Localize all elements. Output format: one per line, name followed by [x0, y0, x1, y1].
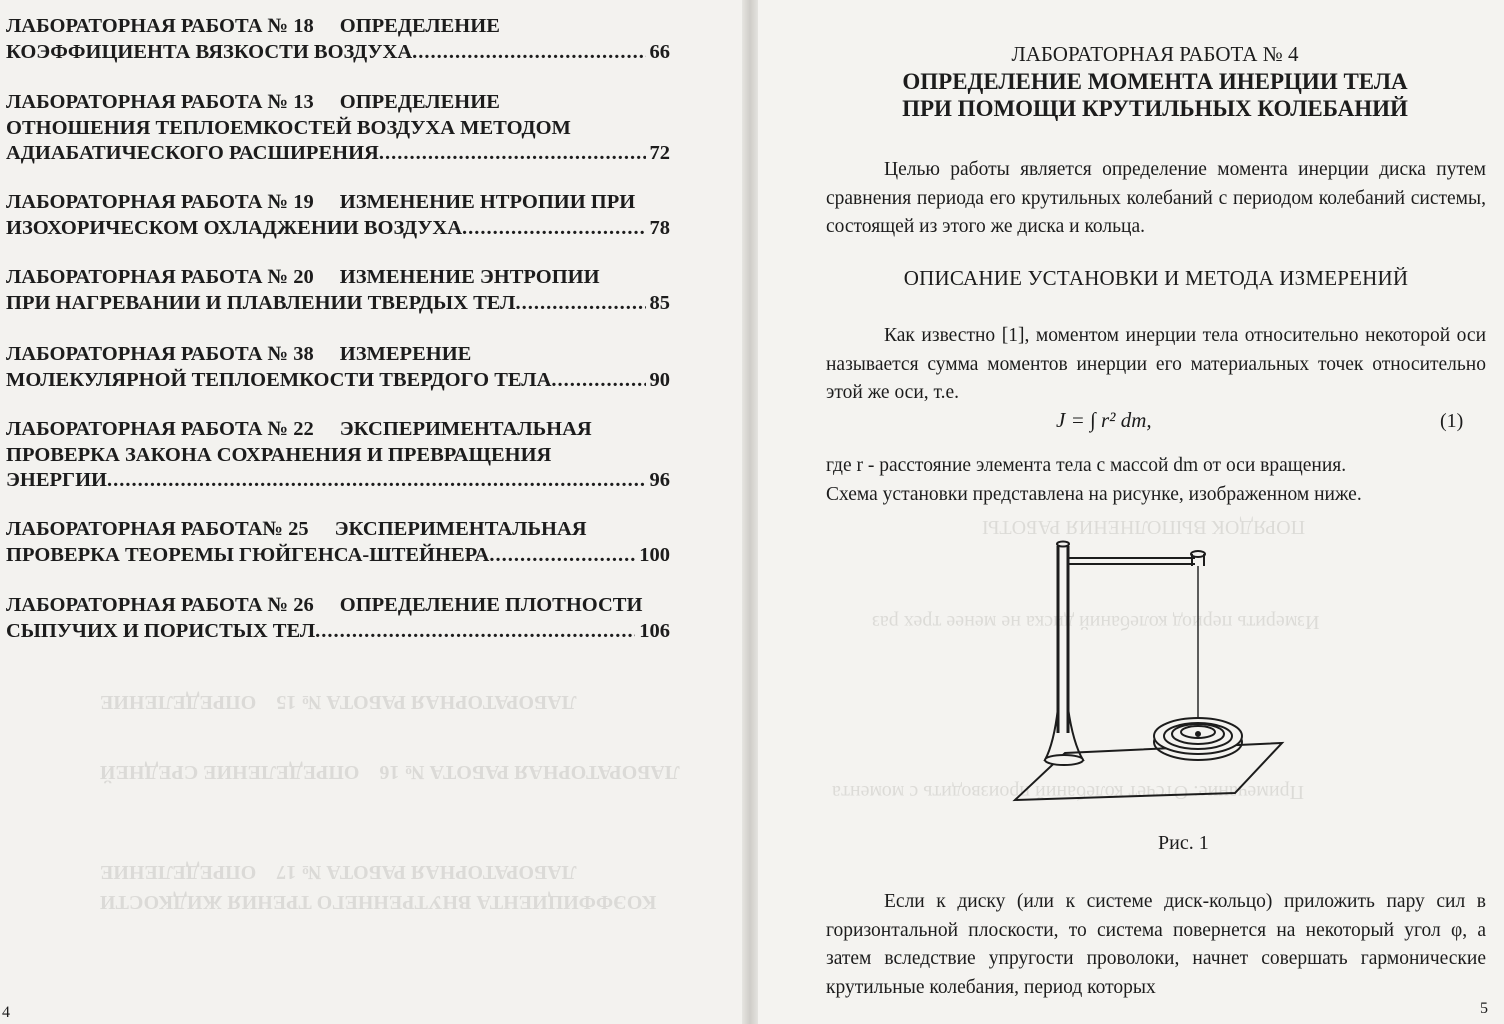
- apparatus-figure: [1010, 528, 1300, 818]
- toc-page-number: 78: [649, 216, 670, 239]
- after-formula-text: где r - расстояние элемента тела с массой dm от оси вращения. Схема установки представлена на рисунке, изображенном ниже.: [826, 455, 1362, 505]
- right-page: [752, 0, 1504, 1024]
- bleed-through-text: ЛАБОРАТОРНАЯ РАБОТА № 17 ОПРЕДЕЛЕНИЕ: [100, 861, 577, 883]
- figure-caption: Рис. 1: [1158, 832, 1209, 854]
- toc-page-number: 96: [649, 469, 670, 491]
- toc-entry[interactable]: ЛАБОРАТОРНАЯ РАБОТА№ 25 ЭКСПЕРИМЕНТАЛЬНАЯ ПРОВЕРКА ТЕОРЕМЫ ГЮЙГЕНСА-ШТЕЙНЕРА ..... 100: [6, 517, 670, 568]
- intro-paragraph: Целью работы является определение момента инерции диска путем сравнения периода его крутильных колебаний с периодом колебаний системы, состоящей из этого же диска и кольца.: [826, 159, 1486, 237]
- toc-page-number: 66: [649, 40, 670, 63]
- bleed-through-text: КОЭФФИЦИЕНТА ВНУТРЕННЕГО ТРЕНИЯ ЖИДКОСТИ: [100, 891, 657, 913]
- toc-entry[interactable]: ЛАБОРАТОРНАЯ РАБОТА № 13 ОПРЕДЕЛЕНИЕ ОТНОШЕНИЯ ТЕПЛОЕМКОСТЕЙ ВОЗДУХА МЕТОДОМ АДИАБАТИЧЕСКОГО РАСШИРЕНИЯ ..... 72: [6, 90, 670, 167]
- page-title: ОПРЕДЕЛЕНИЕ МОМЕНТА ИНЕРЦИИ ТЕЛА ПРИ ПОМОЩИ КРУТИЛЬНЫХ КОЛЕБАНИЙ: [902, 69, 1408, 121]
- toc-page-number: 90: [649, 368, 670, 391]
- book-gutter: [742, 0, 758, 1024]
- toc-page-number: 85: [649, 291, 670, 314]
- toc-entry[interactable]: ЛАБОРАТОРНАЯ РАБОТА № 19 ИЗМЕНЕНИЕ НТРОПИИ ПРИ ИЗОХОРИЧЕСКОМ ОХЛАДЖЕНИИ ВОЗДУХА ..... 78: [6, 190, 670, 241]
- toc-page-number: 100: [639, 543, 670, 566]
- toc-entry[interactable]: ЛАБОРАТОРНАЯ РАБОТА № 26 ОПРЕДЕЛЕНИЕ ПЛОТНОСТИ СЫПУЧИХ И ПОРИСТЫХ ТЕЛ ..... 106: [6, 593, 670, 644]
- bleed-through-text: ЛАБОРАТОРНАЯ РАБОТА № 16 ОПРЕДЕЛЕНИЕ СРЕДНЕЙ: [100, 761, 680, 783]
- left-page-number: 4: [2, 1004, 10, 1021]
- bleed-through-text: Примечание: Отсчет колебаний производить с момента: [832, 781, 1305, 803]
- right-page-number: 5: [1480, 1000, 1488, 1017]
- lab-number: ЛАБОРАТОРНАЯ РАБОТА № 4: [1011, 42, 1299, 66]
- definition-paragraph: Как известно [1], моментом инерции тела относительно некоторой оси называется сумма моментов инерции его материальных точек относительно этой же оси, т.е.: [826, 325, 1486, 403]
- formula: J = ∫ r² dm,: [1056, 408, 1152, 432]
- closing-paragraph: Если к диску (или к системе диск-кольцо) приложить пару сил в горизонтальной плоскости, то система повернется на некоторый угол φ, а затем вследствие упругости проволоки, начнет совершать гармонические крутильные колебания, период которых: [826, 891, 1486, 998]
- toc-entry[interactable]: ЛАБОРАТОРНАЯ РАБОТА № 20 ИЗМЕНЕНИЕ ЭНТРОПИИ ПРИ НАГРЕВАНИИ И ПЛАВЛЕНИИ ТВЕРДЫХ ТЕЛ ..... 85: [6, 265, 670, 316]
- toc-entry[interactable]: ЛАБОРАТОРНАЯ РАБОТА № 38 ИЗМЕРЕНИЕ МОЛЕКУЛЯРНОЙ ТЕПЛОЕМКОСТИ ТВЕРДОГО ТЕЛА ..... 90: [6, 342, 670, 393]
- toc-entry[interactable]: ЛАБОРАТОРНАЯ РАБОТА № 22 ЭКСПЕРИМЕНТАЛЬНАЯ ПРОВЕРКА ЗАКОНА СОХРАНЕНИЯ И ПРЕВРАЩЕНИЯ ЭНЕРГИИ ..... 96: [6, 417, 670, 494]
- bleed-through-text: Измерить период колебаний диска не менее трех раз: [872, 611, 1320, 633]
- section-title: ОПИСАНИЕ УСТАНОВКИ И МЕТОДА ИЗМЕРЕНИЙ: [903, 266, 1409, 290]
- bleed-through-text: ПОРЯДОК ВЫПОЛНЕНИЯ РАБОТЫ: [982, 516, 1306, 538]
- bleed-through-text: ЛАБОРАТОРНАЯ РАБОТА № 15 ОПРЕДЕЛЕНИЕ: [100, 691, 577, 713]
- toc-page-number: 72: [649, 142, 670, 164]
- formula-number: (1): [1440, 410, 1464, 432]
- toc-page-number: 106: [639, 619, 670, 642]
- toc-entry[interactable]: ЛАБОРАТОРНАЯ РАБОТА № 18 ОПРЕДЕЛЕНИЕ КОЭФФИЦИЕНТА ВЯЗКОСТИ ВОЗДУХА ..... 66: [6, 14, 670, 65]
